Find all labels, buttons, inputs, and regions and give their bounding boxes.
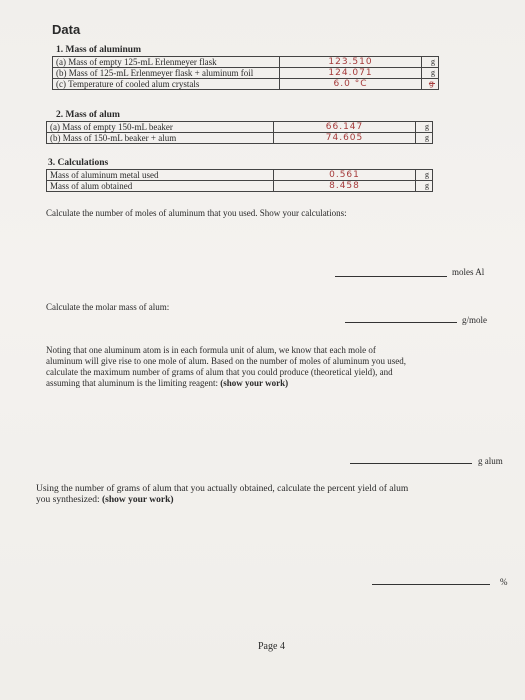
handwritten-value: 6.0 °C	[280, 79, 422, 90]
unit-cell: g	[422, 68, 439, 79]
table-row	[47, 122, 433, 133]
answer-line-moles[interactable]	[335, 276, 447, 277]
question-text-fragment: assuming that aluminum is the limiting reagent:	[46, 378, 218, 388]
handwritten-value: 0.561	[274, 170, 416, 181]
row-label: (b) Mass of 125-mL Erlenmeyer flask + aluminum foil	[53, 68, 280, 79]
show-work-emphasis: (show your work)	[101, 495, 174, 505]
unit-cell: g	[416, 181, 433, 192]
section-heading-calculations: 3. Calculations	[48, 158, 109, 168]
handwritten-value: 66.147	[274, 122, 416, 133]
question-percent-yield	[36, 484, 506, 506]
table-row	[53, 79, 439, 90]
row-label: (b) Mass of 150-mL beaker + alum	[47, 133, 274, 144]
handwritten-value: 123.510	[280, 57, 422, 68]
answer-line-percent-yield[interactable]	[372, 584, 490, 585]
mass-alum-table	[46, 121, 433, 144]
handwritten-value: 124.071	[280, 68, 422, 79]
question-theoretical-yield	[46, 345, 496, 389]
table-row	[47, 181, 433, 192]
question-text-line	[36, 495, 506, 506]
unit-cell: g	[416, 133, 433, 144]
question-text-line: calculate the maximum number of grams of alum that you could produce (theoretical yield), and	[46, 367, 393, 377]
page-number: Page 4	[258, 641, 285, 652]
question-moles-aluminum: Calculate the number of moles of aluminum that you used. Show your calculations:	[46, 208, 347, 218]
mass-aluminum-table	[52, 56, 439, 90]
question-text-line: Noting that one aluminum atom is in each formula unit of alum, we know that each mole of	[46, 345, 376, 355]
row-label: Mass of alum obtained	[47, 181, 274, 192]
handwritten-value: 8.458	[274, 181, 416, 192]
row-label: (a) Mass of empty 150-mL beaker	[47, 122, 274, 133]
unit-cell: g	[416, 170, 433, 181]
show-work-emphasis: (show your work)	[220, 378, 289, 388]
unit-cell: g	[422, 57, 439, 68]
page-title: Data	[52, 22, 81, 37]
row-label: (a) Mass of empty 125-mL Erlenmeyer flask	[53, 57, 280, 68]
table-row	[47, 133, 433, 144]
table-row	[53, 68, 439, 79]
answer-line-molar-mass[interactable]	[345, 322, 457, 323]
unit-g-per-mole: g/mole	[462, 315, 487, 325]
calculations-table	[46, 169, 433, 192]
question-molar-mass: Calculate the molar mass of alum:	[46, 302, 170, 312]
table-row	[47, 170, 433, 181]
row-label: (c) Temperature of cooled alum crystals	[53, 79, 280, 90]
unit-g-alum: g alum	[478, 456, 503, 466]
question-text-line: aluminum will give rise to one mole of alum. Based on the number of moles of aluminum you used,	[46, 356, 406, 366]
section-heading-mass-aluminum: 1. Mass of aluminum	[56, 45, 141, 55]
question-text-fragment: you synthesized:	[36, 495, 100, 505]
handwritten-value: 74.605	[274, 133, 416, 144]
question-text-line	[46, 378, 496, 389]
answer-line-theoretical-yield[interactable]	[350, 463, 472, 464]
section-heading-mass-alum: 2. Mass of alum	[56, 110, 120, 120]
row-label: Mass of aluminum metal used	[47, 170, 274, 181]
unit-cell-struck: g	[422, 79, 439, 90]
unit-moles-al: moles Al	[452, 267, 485, 277]
question-text-line: Using the number of grams of alum that you actually obtained, calculate the percent yield of alum	[36, 484, 409, 494]
unit-cell: g	[416, 122, 433, 133]
unit-percent: %	[500, 577, 508, 587]
table-row	[53, 57, 439, 68]
